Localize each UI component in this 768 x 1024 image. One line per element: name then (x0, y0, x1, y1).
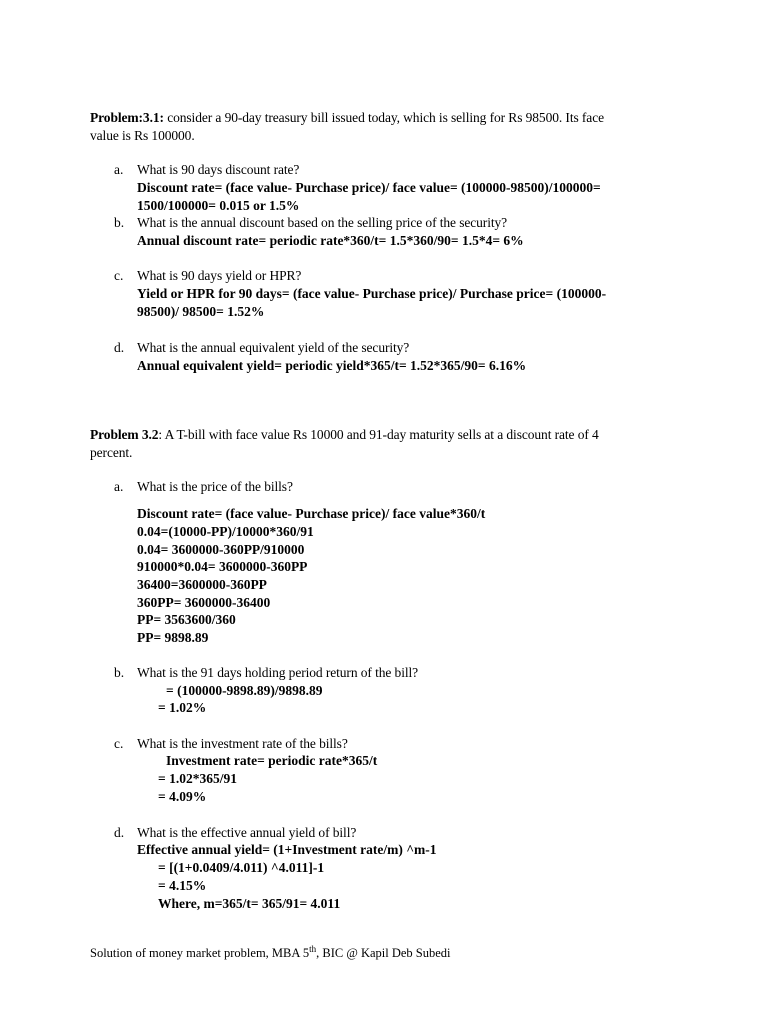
answer-line: Effective annual yield= (1+Investment rate/m) ^m-1 (137, 842, 437, 857)
answer-line: Discount rate= (face value- Purchase price)/ face value*360/t (137, 506, 486, 521)
footer-superscript: th (309, 943, 317, 954)
answer-line: 1500/100000= 0.015 or 1.5% (137, 198, 300, 213)
list-marker: a. (114, 479, 124, 494)
answer-line: 36400=3600000-360PP (137, 577, 267, 592)
problem-3-1-intro-line2: value is Rs 100000. (90, 128, 195, 143)
answer-line: Investment rate= periodic rate*365/t (166, 753, 378, 768)
answer-line: 910000*0.04= 3600000-360PP (137, 559, 308, 574)
list-marker: b. (114, 215, 125, 230)
answer-line: PP= 3563600/360 (137, 612, 236, 627)
question-3-1-c: What is 90 days yield or HPR? (137, 268, 302, 283)
list-marker: c. (114, 268, 124, 283)
question-3-2-a: What is the price of the bills? (137, 479, 293, 494)
list-marker: b. (114, 665, 125, 680)
problem-3-2-intro-text: : A T-bill with face value Rs 10000 and 91-day maturity sells at a discount rate of 4 (158, 427, 599, 442)
problem-3-1-intro-text: consider a 90-day treasury bill issued today, which is selling for Rs 98500. Its face (163, 110, 604, 125)
answer-line: = 4.09% (158, 789, 207, 804)
list-marker: c. (114, 736, 124, 751)
problem-3-2-intro-line2: percent. (90, 445, 133, 460)
answer-line: 0.04=(10000-PP)/10000*360/91 (137, 524, 314, 539)
page-footer (90, 943, 451, 961)
question-3-1-a: What is 90 days discount rate? (137, 162, 300, 177)
problem-3-1-label: Problem:3.1: (90, 110, 164, 125)
problem-3-1-intro (90, 109, 604, 127)
question-3-1-d: What is the annual equivalent yield of the security? (137, 340, 410, 355)
answer-line: Annual discount rate= periodic rate*360/t= 1.5*360/90= 1.5*4= 6% (137, 233, 524, 248)
answer-line: = [(1+0.0409/4.011) ^4.011]-1 (158, 860, 325, 875)
question-3-2-b: What is the 91 days holding period return of the bill? (137, 665, 419, 680)
answer-line: Where, m=365/t= 365/91= 4.011 (158, 896, 341, 911)
answer-line: PP= 9898.89 (137, 630, 209, 645)
question-3-2-d: What is the effective annual yield of bill? (137, 825, 357, 840)
answer-line: = 4.15% (158, 878, 207, 893)
list-marker: a. (114, 162, 124, 177)
answer-line: 98500)/ 98500= 1.52% (137, 304, 265, 319)
problem-3-2-intro (90, 426, 599, 444)
footer-text: Solution of money market problem, MBA 5 (90, 946, 310, 960)
list-marker: d. (114, 340, 125, 355)
answer-line: = 1.02% (158, 700, 207, 715)
answer-line: = (100000-9898.89)/9898.89 (166, 683, 323, 698)
answer-line: Yield or HPR for 90 days= (face value- Purchase price)/ Purchase price= (100000- (137, 286, 607, 301)
question-3-1-b: What is the annual discount based on the selling price of the security? (137, 215, 508, 230)
answer-line: 360PP= 3600000-36400 (137, 595, 271, 610)
problem-3-2-label: Problem 3.2 (90, 427, 159, 442)
answer-line: Annual equivalent yield= periodic yield*365/t= 1.52*365/90= 6.16% (137, 358, 527, 373)
answer-line: 0.04= 3600000-360PP/910000 (137, 542, 305, 557)
answer-line: = 1.02*365/91 (158, 771, 237, 786)
footer-text-end: , BIC @ Kapil Deb Subedi (316, 946, 451, 960)
answer-line: Discount rate= (face value- Purchase price)/ face value= (100000-98500)/100000= (137, 180, 601, 195)
question-3-2-c: What is the investment rate of the bills? (137, 736, 348, 751)
list-marker: d. (114, 825, 125, 840)
